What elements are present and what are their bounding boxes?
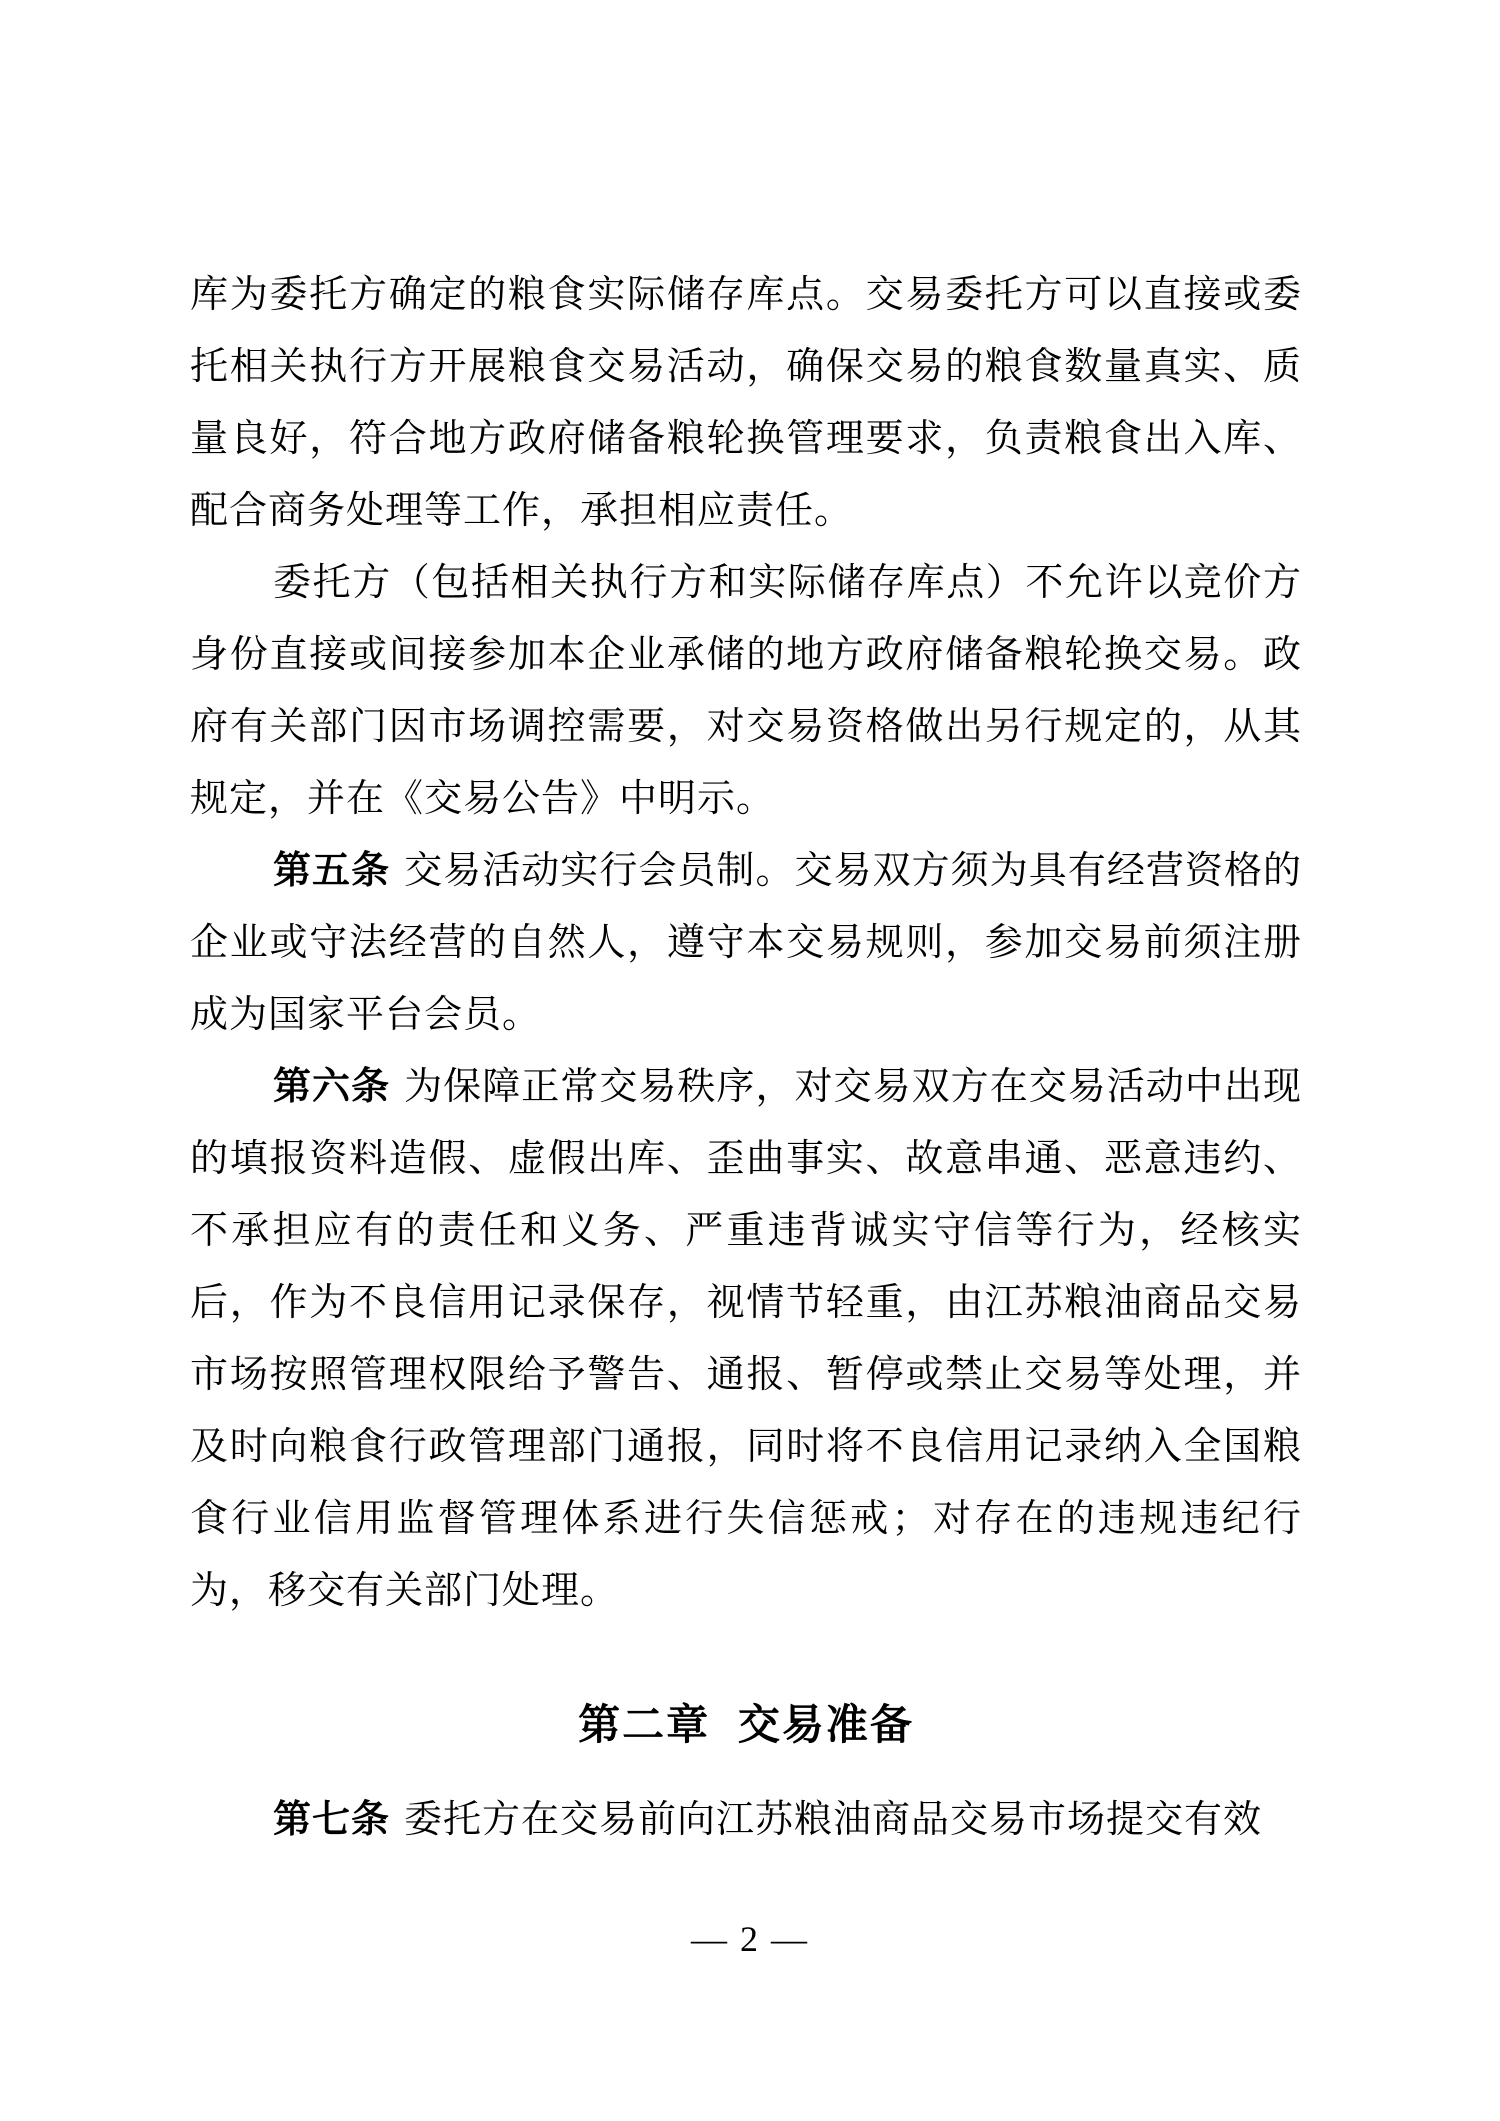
article-label: 第六条 [273, 1066, 391, 1108]
paragraph-text: 为保障正常交易秩序，对交易双方在交易活动中出现的填报资料造假、虚假出库、歪曲事实、故意串通、恶意违约、不承担应有的责任和义务、严重违背诚实守信等行为，经核实后，作为不良信用记录保存，视情节轻重，由江苏粮油商品交易市场按照管理权限给予警告、通报、暂停或禁止交易等处理，并及时向粮食行政管理部门通报，同时将不良信用记录纳入全国粮食行业信用监督管理体系进行失信惩戒；对存在的违规违纪行为，移交有关部门处理。 [190, 1066, 1302, 1612]
paragraph [190, 547, 1302, 835]
paragraph-text: 库为委托方确定的粮食实际储存库点。交易委托方可以直接或委托相关执行方开展粮食交易活动，确保交易的粮食数量真实、质量良好，符合地方政府储备粮轮换管理要求，负责粮食出入库、配合商务处理等工作，承担相应责任。 [190, 274, 1302, 532]
paragraph-text: 委托方在交易前向江苏粮油商品交易市场提交有效 [404, 1799, 1263, 1841]
page-number: — 2 — [691, 1919, 809, 1959]
paragraph-article-5 [190, 835, 1302, 1051]
article-label: 第五条 [273, 850, 391, 892]
chapter-heading: 第二章 交易准备 [578, 1701, 914, 1748]
paragraph-article-7 [190, 1784, 1302, 1856]
article-label: 第七条 [273, 1799, 391, 1841]
paragraph-text: 交易活动实行会员制。交易双方须为具有经营资格的企业或守法经营的自然人，遵守本交易规则，参加交易前须注册成为国家平台会员。 [190, 850, 1302, 1036]
paragraph-article-6 [190, 1051, 1302, 1627]
paragraph-text: 委托方（包括相关执行方和实际储存库点）不允许以竞价方身份直接或间接参加本企业承储的地方政府储备粮轮换交易。政府有关部门因市场调控需要，对交易资格做出另行规定的，从其规定，并在《交易公告》中明示。 [190, 562, 1302, 820]
paragraph [190, 259, 1302, 547]
